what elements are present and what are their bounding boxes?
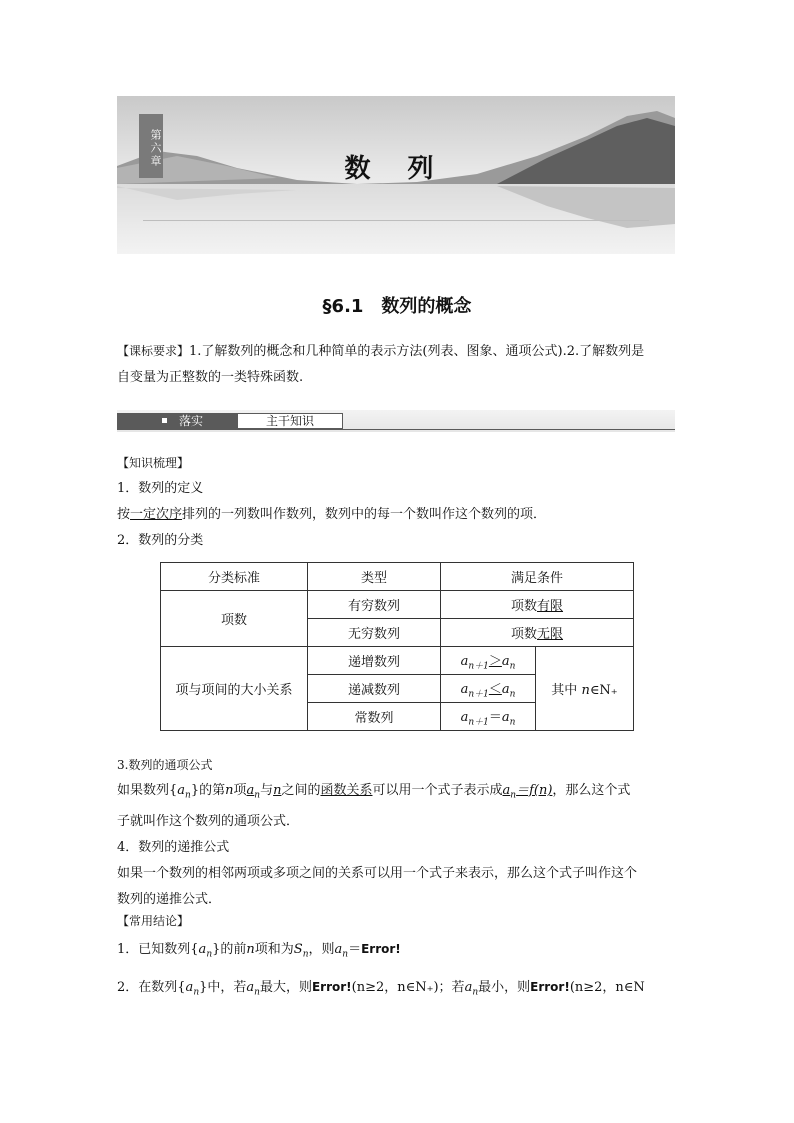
underlined-term <box>502 783 553 801</box>
table-cell-relation <box>441 675 536 703</box>
text-segment: 排列的一列数叫作数列，数列中的每一个数叫作这个数列的项． <box>182 507 547 522</box>
text-segment: ∈N₊ <box>589 683 618 698</box>
text-segment: }的前 <box>212 942 247 957</box>
table-cell-type: 有穷数列 <box>308 591 441 619</box>
conclusion-2 <box>117 974 677 1006</box>
table-row <box>161 647 634 675</box>
math-var: a <box>460 653 469 669</box>
math-sub: n <box>509 689 516 700</box>
text-segment: ，那么这个式 <box>552 783 631 798</box>
text-segment: }中，若 <box>199 979 247 995</box>
table-cell-group-order: 项与项间的大小关系 <box>161 647 308 731</box>
math-var: a <box>501 681 510 697</box>
math-var: a <box>246 783 255 798</box>
chapter-label: 第六章 <box>139 114 163 178</box>
knowledge-item-3-title: 3.数列的通项公式 <box>117 758 213 772</box>
text-segment: 其中 <box>551 683 582 698</box>
knowledge-block-2 <box>117 752 677 913</box>
chapter-banner <box>117 96 675 254</box>
text-segment: ＝ <box>348 942 362 957</box>
text-segment: 可以用一个式子表示成 <box>372 783 503 798</box>
underlined-term: 无限 <box>537 627 564 642</box>
relation-symbol: ＞ <box>488 653 502 669</box>
math-sub: n <box>472 987 479 998</box>
section-title: §6.1 数列的概念 <box>322 296 472 317</box>
table-cell-type: 无穷数列 <box>308 619 441 647</box>
section-bar-underline <box>117 429 675 430</box>
conclusions-tag: 【常用结论】 <box>117 914 190 928</box>
knowledge-item-1-title: 1．数列的定义 <box>117 481 204 496</box>
math-var: n <box>225 783 234 798</box>
requirements-text-1: 1.了解数列的概念和几种简单的表示方法(列表、图象、通项公式).2.了解数列是 <box>189 344 645 359</box>
text-segment: }的第 <box>190 783 226 798</box>
knowledge-item-3-line-2: 子就叫作这个数列的通项公式． <box>117 813 300 829</box>
table-header-cell: 类型 <box>308 563 441 591</box>
relation-symbol: ＝ <box>488 709 502 725</box>
math-var: a <box>185 979 194 995</box>
conclusion-1 <box>117 936 677 968</box>
underlined-term: 有限 <box>537 599 564 614</box>
section-bar-dark-text: 落实 <box>179 414 204 428</box>
error-text: Error! <box>530 979 570 994</box>
table-cell-condition <box>441 591 634 619</box>
table-cell-type: 常数列 <box>308 703 441 731</box>
math-sub: n <box>254 987 260 998</box>
text-segment: ，则 <box>308 942 335 957</box>
math-var: a <box>502 783 511 798</box>
text-segment: 与 <box>260 783 274 798</box>
table-cell-relation <box>441 703 536 731</box>
requirements-line-1 <box>117 338 677 365</box>
sequence-classification-table <box>160 562 634 731</box>
knowledge-item-4-line-1: 如果一个数列的相邻两项或多项之间的关系可以用一个式子来表示，那么这个式子叫作这个 <box>117 865 638 881</box>
math-var: a <box>501 653 510 669</box>
table-cell-type: 递减数列 <box>308 675 441 703</box>
requirements-paragraph <box>117 338 677 391</box>
table-cell-condition <box>441 619 634 647</box>
math-var: n <box>581 683 590 698</box>
table-cell-type: 递增数列 <box>308 647 441 675</box>
requirements-line-2: 自变量为正整数的一类特殊函数. <box>117 370 304 385</box>
math-sub: n <box>206 949 213 960</box>
knowledge-item-3-line-1 <box>117 778 677 809</box>
text-segment: 项数 <box>510 627 537 642</box>
banner-divider <box>143 220 649 221</box>
math-var: a <box>246 979 255 995</box>
knowledge-item-4-line-2: 数列的递推公式． <box>117 891 222 907</box>
square-bullet-icon <box>162 418 167 423</box>
math-sub: n <box>342 949 349 960</box>
math-var: a <box>177 783 186 798</box>
math-var: n <box>246 942 255 957</box>
error-text: Error! <box>311 979 352 994</box>
knowledge-item-2-title: 2．数列的分类 <box>117 533 204 548</box>
knowledge-item-1-text <box>117 502 677 528</box>
table-cell-group-count: 项数 <box>161 591 308 647</box>
math-sub: n <box>509 661 516 672</box>
math-sub: n <box>509 717 516 728</box>
math-var: S <box>293 942 303 957</box>
math-var: a <box>460 709 469 725</box>
text-segment: 最大，则 <box>259 979 312 995</box>
knowledge-item-4-title: 4．数列的递推公式 <box>117 839 230 855</box>
text-segment: 项数 <box>510 599 537 614</box>
math-sub: n＋1 <box>468 717 489 728</box>
relation-symbol: ＜ <box>488 681 502 697</box>
section-bar-dark-label <box>117 413 237 429</box>
table-cell-relation <box>441 647 536 675</box>
knowledge-block <box>117 450 677 554</box>
underlined-term <box>246 783 261 801</box>
math-sub: n <box>193 987 200 998</box>
underlined-term: n <box>273 783 282 798</box>
math-sub: n <box>185 790 191 801</box>
table-header-cell: 分类标准 <box>161 563 308 591</box>
math-sub: n＋1 <box>468 689 489 700</box>
requirements-tag: 【课标要求】 <box>117 344 190 358</box>
text-segment: 1．已知数列{ <box>117 942 199 957</box>
table-header-cell: 满足条件 <box>441 563 634 591</box>
text-segment: 项和为 <box>254 942 294 957</box>
section-bar <box>117 410 675 432</box>
table-row <box>161 591 634 619</box>
table-cell-note <box>536 647 634 731</box>
text-segment: 之间的 <box>281 783 321 798</box>
text-segment: (n≥2，n∈N <box>569 979 645 995</box>
chapter-title: 数 列 <box>344 154 448 184</box>
math-var: a <box>334 942 343 957</box>
text-segment: 2．在数列{ <box>117 979 186 995</box>
section-bar-light-label: 主干知识 <box>237 413 343 429</box>
math-var: a <box>501 709 510 725</box>
math-sub: n＋1 <box>468 661 489 672</box>
error-text: Error! <box>361 942 401 956</box>
text-segment: 最小，则 <box>478 979 531 995</box>
math-var: a <box>464 979 473 995</box>
text-segment: 按 <box>117 507 131 522</box>
math-sub: n <box>302 949 309 960</box>
conclusions-block <box>117 908 677 1005</box>
underlined-term: 函数关系 <box>320 783 373 798</box>
underlined-term: 一定次序 <box>130 507 183 522</box>
knowledge-tag: 【知识梳理】 <box>117 456 190 470</box>
math-sub: n <box>510 790 517 801</box>
text-segment: 如果数列{ <box>117 783 178 798</box>
math-expr: ＝f(n) <box>516 783 553 798</box>
text-segment: (n≥2，n∈N₊)；若 <box>351 979 465 995</box>
math-sub: n <box>254 790 261 801</box>
table-header-row <box>161 563 634 591</box>
text-segment: 项 <box>233 783 247 798</box>
math-var: a <box>198 942 207 957</box>
math-var: a <box>460 681 469 697</box>
